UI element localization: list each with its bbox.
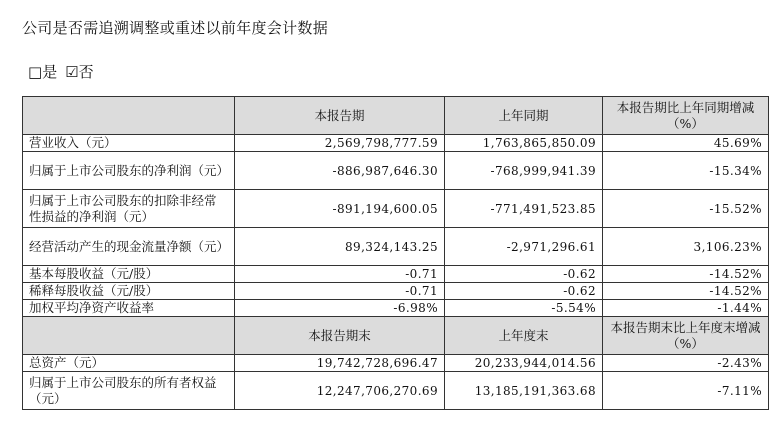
prior-value: 20,233,944,014.56 [445,355,603,372]
change-percent: -14.52% [603,283,769,300]
row-label: 经营活动产生的现金流量净额（元） [23,228,235,266]
row-label: 归属于上市公司股东的所有者权益（元） [23,372,235,410]
change-percent: -14.52% [603,266,769,283]
change-percent: -2.43% [603,355,769,372]
prior-value: -5.54% [445,300,603,317]
row-label: 基本每股收益（元/股） [23,266,235,283]
column-header: 本报告期末 [235,317,445,355]
row-label: 营业收入（元） [23,135,235,152]
current-value: -0.71 [235,283,445,300]
current-value: -886,987,646.30 [235,152,445,190]
column-header: 本报告期末比上年度末增减（%） [603,317,769,355]
table-row [23,266,769,283]
table-row [23,228,769,266]
prior-value: -2,971,296.61 [445,228,603,266]
current-value: 2,569,798,777.59 [235,135,445,152]
table-row [23,372,769,410]
table-row [23,152,769,190]
column-header: 本报告期 [235,97,445,135]
prior-value: -0.62 [445,283,603,300]
yes-label: 是 [42,63,58,81]
restatement-choice [28,62,94,82]
change-percent: 45.69% [603,135,769,152]
financial-data-table [22,96,769,410]
no-label: 否 [78,63,94,81]
current-value: -891,194,600.05 [235,190,445,228]
table-row [23,300,769,317]
column-header: 上年同期 [445,97,603,135]
no-checkbox[interactable]: ☑ [65,63,79,81]
table-row [23,355,769,372]
column-header: 上年度末 [445,317,603,355]
prior-value: -0.62 [445,266,603,283]
table-row [23,190,769,228]
change-percent: -1.44% [603,300,769,317]
current-value: -0.71 [235,266,445,283]
row-label: 归属于上市公司股东的净利润（元） [23,152,235,190]
row-label: 加权平均净资产收益率 [23,300,235,317]
current-value: 19,742,728,696.47 [235,355,445,372]
row-label: 归属于上市公司股东的扣除非经常性损益的净利润（元） [23,190,235,228]
header-blank-cell [23,317,235,355]
yes-checkbox[interactable]: □ [28,63,43,81]
row-label: 总资产（元） [23,355,235,372]
current-value: 89,324,143.25 [235,228,445,266]
table-row [23,283,769,300]
change-percent: 3,106.23% [603,228,769,266]
prior-value: -771,491,523.85 [445,190,603,228]
table-header-row [23,97,769,135]
current-value: -6.98% [235,300,445,317]
section-heading: 公司是否需追溯调整或重述以前年度会计数据 [22,19,329,37]
table-header-row [23,317,769,355]
column-header: 本报告期比上年同期增减（%） [603,97,769,135]
current-value: 12,247,706,270.69 [235,372,445,410]
change-percent: -7.11% [603,372,769,410]
header-blank-cell [23,97,235,135]
change-percent: -15.34% [603,152,769,190]
table-row [23,135,769,152]
prior-value: 13,185,191,363.68 [445,372,603,410]
prior-value: -768,999,941.39 [445,152,603,190]
change-percent: -15.52% [603,190,769,228]
row-label: 稀释每股收益（元/股） [23,283,235,300]
prior-value: 1,763,865,850.09 [445,135,603,152]
